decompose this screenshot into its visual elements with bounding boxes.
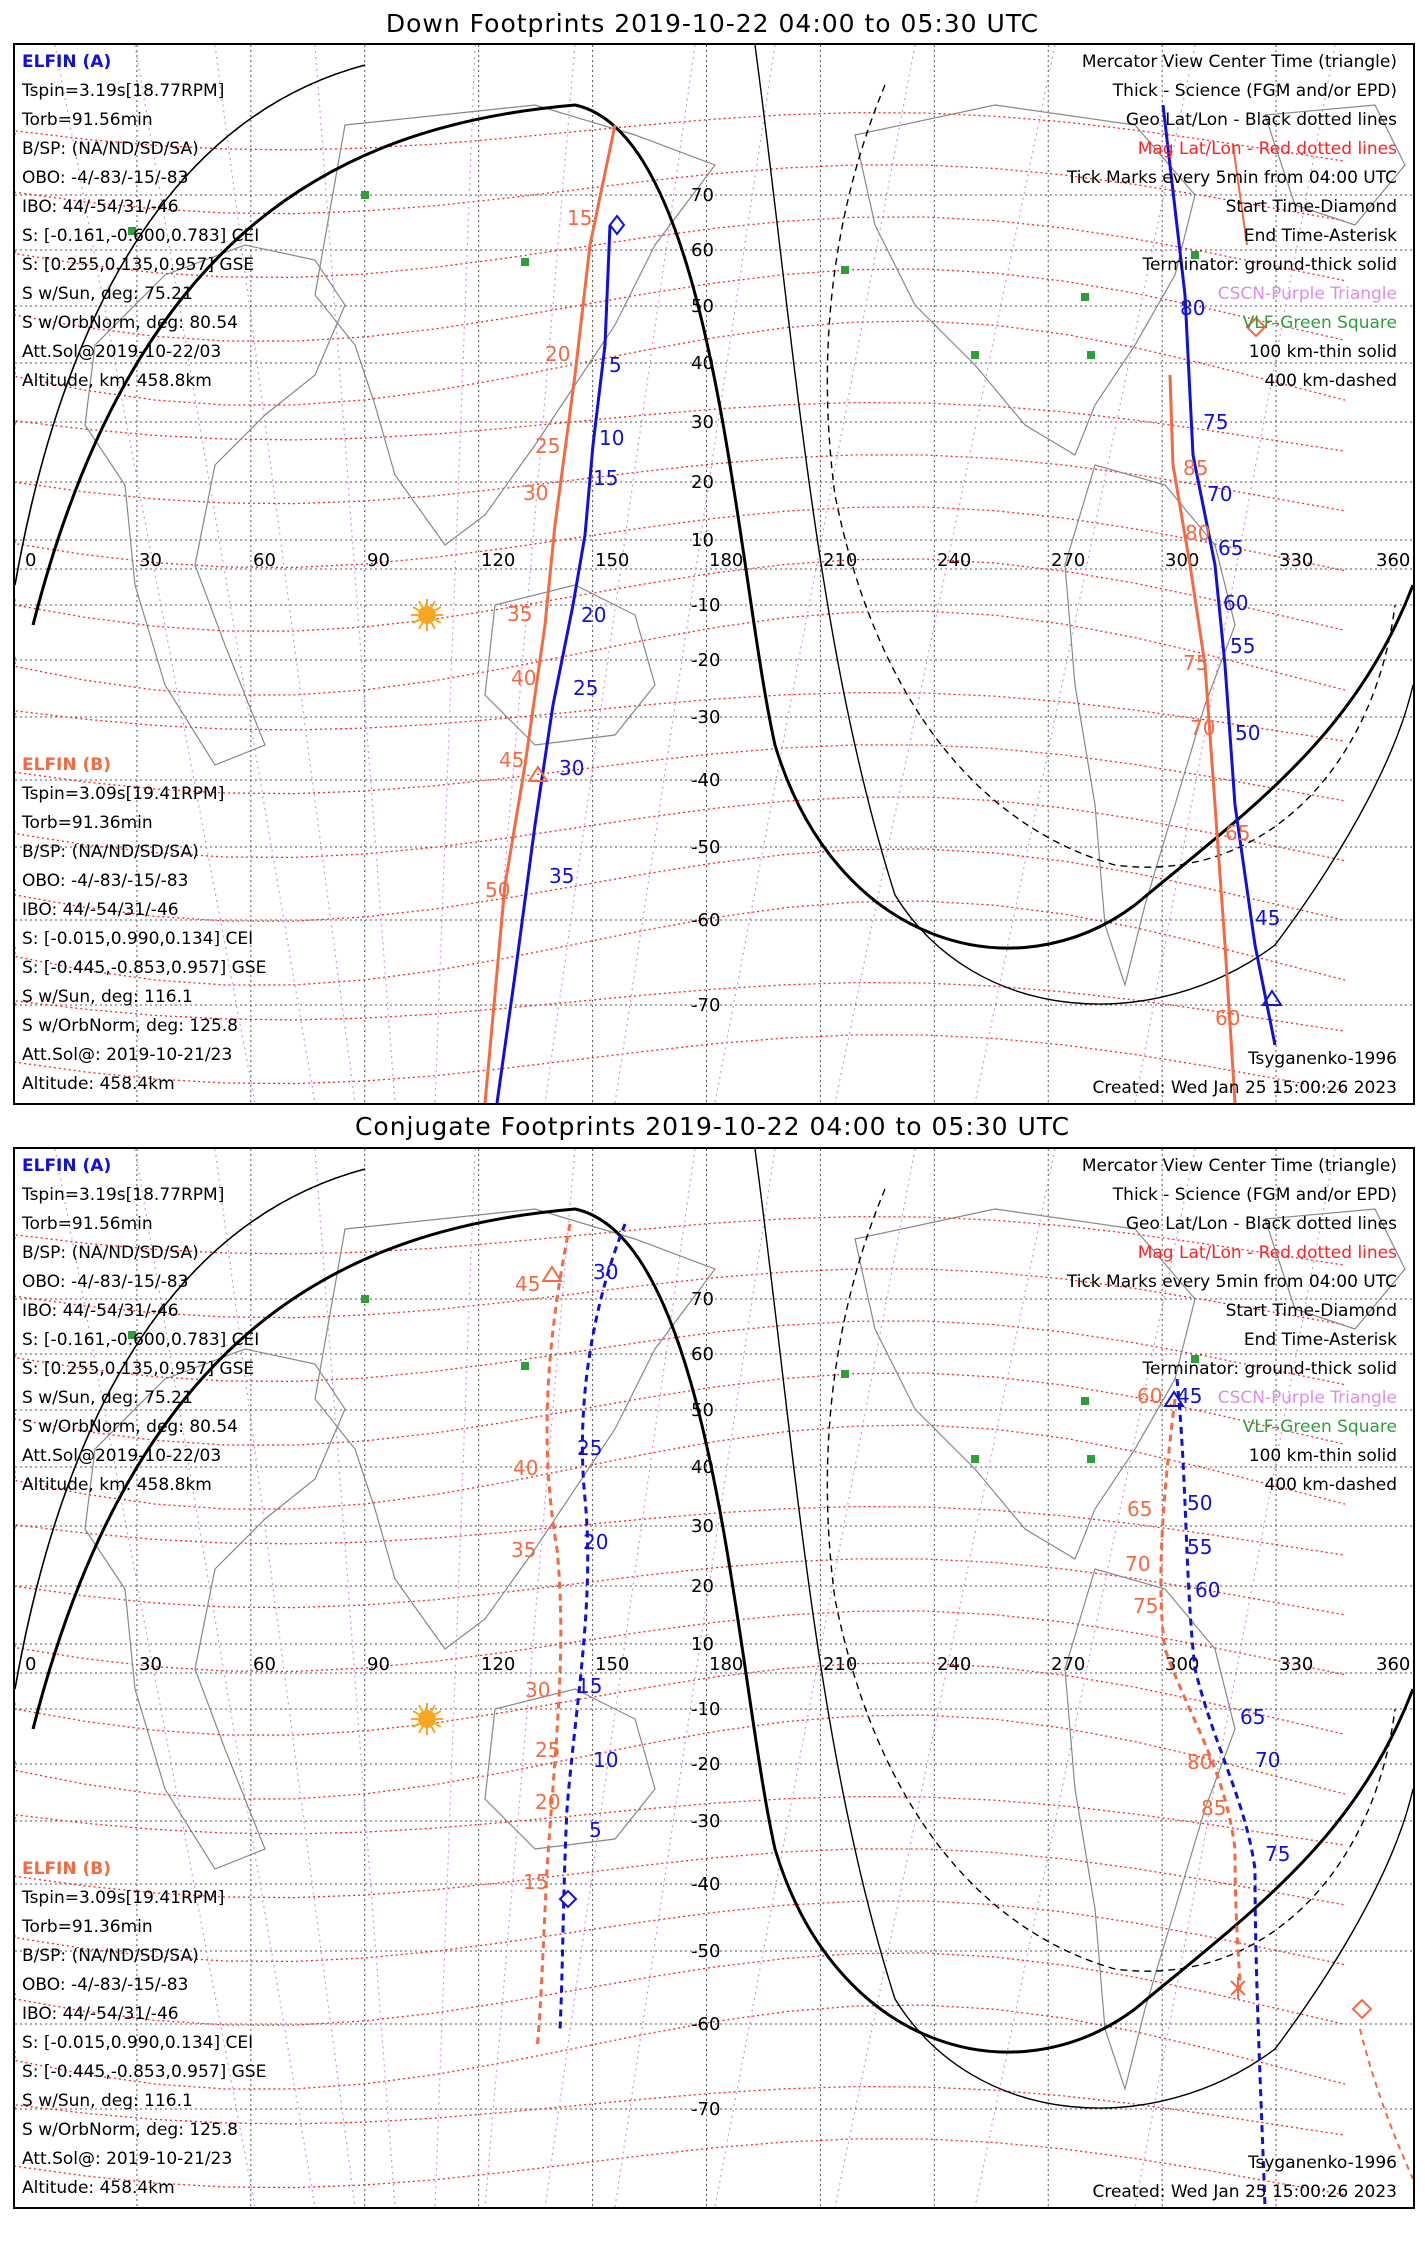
panel-title-down: Down Footprints 2019-10-22 04:00 to 05:30 UTC: [385, 9, 1040, 38]
lon-tick-label: 150: [595, 550, 630, 571]
elfin-a-time-tick: 20: [581, 603, 607, 627]
mag-meridian: [315, 45, 395, 1103]
info-line: Tspin=3.19s[18.77RPM]: [22, 81, 225, 101]
footer: [1092, 2149, 1397, 2207]
legend: [1067, 48, 1397, 396]
info-line: OBO: -4/-83/-15/-83: [22, 168, 189, 188]
end-asterisk: [1231, 1977, 1245, 1999]
elfin-a-time-tick: 50: [1235, 721, 1261, 745]
coastline: [485, 1689, 655, 1849]
elfin-b-time-tick: 45: [515, 1272, 541, 1296]
elfin-a-time-tick: 55: [1230, 634, 1256, 658]
lon-tick-label: 300: [1165, 1654, 1200, 1675]
lat-tick-label: 40: [691, 353, 714, 374]
elfin-a-time-tick: 65: [1218, 536, 1244, 560]
elfin-a-time-tick: 55: [1187, 1535, 1213, 1559]
map-panel-conjugate: [13, 1147, 1415, 2209]
legend-line: Geo Lat/Lon - Black dotted lines: [1125, 1214, 1397, 1234]
lon-tick-label: 0: [25, 1654, 37, 1675]
elfin-b-time-tick: 75: [1183, 651, 1209, 675]
info-line: Tspin=3.09s[19.41RPM]: [22, 1888, 225, 1908]
elfin-b-info: [22, 1855, 266, 2203]
elfin-a-time-tick: 15: [577, 1674, 603, 1698]
elfin-b-info: [22, 751, 266, 1099]
elfin-a-info: [22, 1152, 259, 1500]
lat-tick-label: -40: [691, 770, 721, 791]
lon-tick-label: 0: [25, 550, 37, 571]
elfin-b-time-tick: 65: [1225, 821, 1251, 845]
info-line: S w/OrbNorm, deg: 80.54: [22, 1417, 239, 1437]
elfin-a-time-tick: 30: [593, 1260, 619, 1284]
lat-tick-label: 70: [691, 185, 714, 206]
lat-tick-label: -10: [691, 1699, 721, 1720]
info-line: Tspin=3.09s[19.41RPM]: [22, 784, 225, 804]
legend-line: Mag Lat/Lon - Red dotted lines: [1137, 139, 1397, 159]
legend-line: 100 km-thin solid: [1248, 342, 1397, 362]
elfin-b-time-tick: 85: [1183, 456, 1209, 480]
elfin-b-label: ELFIN (B): [22, 1859, 112, 1879]
elfin-a-time-tick: 10: [593, 1748, 619, 1772]
info-line: S: [0.255,0.135,0.957] GSE: [22, 1359, 255, 1379]
lon-tick-label: 300: [1165, 550, 1200, 571]
info-line: Tspin=3.19s[18.77RPM]: [22, 1185, 225, 1205]
info-line: S: [-0.015,0.990,0.134] CEI: [22, 2033, 254, 2053]
lon-tick-label: 120: [481, 550, 516, 571]
lat-tick-label: 60: [691, 240, 714, 261]
lon-tick-label: 210: [823, 1654, 858, 1675]
legend-line: End Time-Asterisk: [1243, 1330, 1397, 1350]
lat-tick-label: -30: [691, 1811, 721, 1832]
mag-parallel: [15, 559, 1345, 631]
info-line: IBO: 44/-54/31/-46: [22, 900, 179, 920]
lat-tick-label: -60: [691, 910, 721, 931]
elfin-b-time-tick: 15: [523, 1870, 549, 1894]
legend-line: Geo Lat/Lon - Black dotted lines: [1125, 110, 1397, 130]
elfin-a-time-tick: 45: [1255, 906, 1281, 930]
elfin-a-time-tick: 30: [559, 756, 585, 780]
coastline: [1065, 1569, 1235, 2089]
legend-line: VLF-Green Square: [1242, 313, 1397, 333]
lat-tick-label: -40: [691, 1874, 721, 1895]
info-line: Att.Sol@: 2019-10-21/23: [22, 2149, 233, 2169]
lat-tick-label: 50: [691, 296, 714, 317]
elfin-a-time-tick: 15: [593, 466, 619, 490]
mag-parallel: [15, 507, 1345, 571]
lat-tick-label: -70: [691, 995, 721, 1016]
legend-line: Tick Marks every 5min from 04:00 UTC: [1066, 168, 1397, 188]
legend-line: Mercator View Center Time (triangle): [1081, 1156, 1397, 1176]
info-line: B/SP: (NA/ND/SD/SA): [22, 1243, 199, 1263]
elfin-a-time-tick: 60: [1223, 591, 1249, 615]
lon-tick-label: 120: [481, 1654, 516, 1675]
info-line: S w/Sun, deg: 116.1: [22, 987, 193, 1007]
lon-tick-label: 60: [253, 550, 276, 571]
elfin-a-time-tick: 45: [1177, 1384, 1203, 1408]
lat-tick-label: -30: [691, 707, 721, 728]
info-line: OBO: -4/-83/-15/-83: [22, 1975, 189, 1995]
lon-tick-label: 90: [367, 550, 390, 571]
lat-tick-label: -50: [691, 837, 721, 858]
lon-tick-label: 30: [139, 550, 162, 571]
info-line: Altitude: 458.4km: [22, 2178, 175, 2198]
lat-tick-label: 30: [691, 412, 714, 433]
info-line: Torb=91.56min: [22, 110, 153, 130]
legend-line: Terminator: ground-thick solid: [1142, 1359, 1397, 1379]
mag-meridian: [835, 1149, 1055, 2207]
legend-line: VLF-Green Square: [1242, 1417, 1397, 1437]
info-line: S w/OrbNorm, deg: 125.8: [22, 1016, 239, 1036]
lat-tick-label: 50: [691, 1400, 714, 1421]
lon-tick-label: 210: [823, 550, 858, 571]
info-line: S w/Sun, deg: 75.21: [22, 1388, 193, 1408]
lat-tick-label: -10: [691, 595, 721, 616]
mag-parallel: [15, 403, 1345, 452]
lat-tick-label: -60: [691, 2014, 721, 2035]
info-line: S: [-0.015,0.990,0.134] CEI: [22, 929, 254, 949]
info-line: S w/Sun, deg: 116.1: [22, 2091, 193, 2111]
elfin-b-time-tick: 80: [1185, 521, 1211, 545]
mag-meridian: [835, 45, 1055, 1103]
elfin-a-time-tick: 50: [1187, 1491, 1213, 1515]
model-label: Tsyganenko-1996: [1247, 1049, 1397, 1069]
legend-line: Start Time-Diamond: [1225, 197, 1397, 217]
info-line: Att.Sol@: 2019-10-21/23: [22, 1045, 233, 1065]
info-line: Altitude: 458.4km: [22, 1074, 175, 1094]
elfin-a-label: ELFIN (A): [22, 1156, 112, 1176]
elfin-b-time-tick: 35: [507, 602, 533, 626]
lon-tick-label: 360: [1376, 1654, 1411, 1675]
elfin-a-time-tick: 70: [1255, 1748, 1281, 1772]
elfin-a-time-tick: 10: [599, 426, 625, 450]
elfin-b-time-tick: 30: [525, 1678, 551, 1702]
elfin-a-time-tick: 80: [1180, 296, 1206, 320]
info-line: S w/Sun, deg: 75.21: [22, 284, 193, 304]
info-line: OBO: -4/-83/-15/-83: [22, 871, 189, 891]
info-line: B/SP: (NA/ND/SD/SA): [22, 139, 199, 159]
legend-line: Terminator: ground-thick solid: [1142, 255, 1397, 275]
elfin-a-time-tick: 60: [1195, 1578, 1221, 1602]
info-line: S: [0.255,0.135,0.957] GSE: [22, 255, 255, 275]
mag-parallel: [15, 1611, 1345, 1675]
lat-tick-label: 20: [691, 472, 714, 493]
info-line: Att.Sol@2019-10-22/03: [22, 1446, 222, 1466]
legend-line: 100 km-thin solid: [1248, 1446, 1397, 1466]
legend-line: CSCN-Purple Triangle: [1217, 284, 1397, 304]
start-diamond: [610, 216, 624, 234]
elfin-b-time-tick: 20: [545, 342, 571, 366]
elfin-b-time-tick: 40: [511, 666, 537, 690]
lon-tick-label: 180: [709, 550, 744, 571]
elfin-a-label: ELFIN (A): [22, 52, 112, 72]
elfin-b-time-tick: 40: [513, 1456, 539, 1480]
info-line: S: [-0.445,-0.853,0.957] GSE: [22, 2062, 267, 2082]
sun-icon: [411, 1703, 443, 1735]
sun-icon: [411, 599, 443, 631]
center-triangle: [543, 1267, 561, 1281]
elfin-b-time-tick: 25: [535, 434, 561, 458]
elfin-a-time-tick: 75: [1203, 410, 1229, 434]
elfin-b-label: ELFIN (B): [22, 755, 112, 775]
footer: [1092, 1045, 1397, 1103]
mag-parallel: [15, 1663, 1345, 1735]
elfin-b-time-tick: 25: [535, 1738, 561, 1762]
lat-tick-label: -20: [691, 650, 721, 671]
elfin-a-time-tick: 20: [583, 1530, 609, 1554]
mag-meridian: [545, 1149, 695, 2207]
elfin-a-time-tick: 75: [1265, 1842, 1291, 1866]
lat-tick-label: 40: [691, 1457, 714, 1478]
vlf-square: [521, 1362, 529, 1370]
info-line: B/SP: (NA/ND/SD/SA): [22, 842, 199, 862]
mag-meridian: [715, 45, 915, 1103]
legend-line: 400 km-dashed: [1264, 1475, 1397, 1495]
legend-line: Thick - Science (FGM and/or EPD): [1112, 81, 1397, 101]
mag-meridian: [545, 45, 695, 1103]
vlf-square: [971, 1455, 979, 1463]
lat-tick-label: 10: [691, 1634, 714, 1655]
info-line: Torb=91.36min: [22, 813, 153, 833]
info-line: Torb=91.36min: [22, 1917, 153, 1937]
lon-tick-label: 60: [253, 1654, 276, 1675]
elfin-b-time-tick: 60: [1215, 1006, 1241, 1030]
lon-tick-label: 240: [937, 1654, 972, 1675]
info-line: B/SP: (NA/ND/SD/SA): [22, 1946, 199, 1966]
info-line: IBO: 44/-54/31/-46: [22, 1301, 179, 1321]
info-line: OBO: -4/-83/-15/-83: [22, 1272, 189, 1292]
info-line: IBO: 44/-54/31/-46: [22, 197, 179, 217]
lat-tick-label: 10: [691, 530, 714, 551]
legend-line: 400 km-dashed: [1264, 371, 1397, 391]
elfin-a-time-tick: 70: [1207, 482, 1233, 506]
elfin-b-time-tick: 65: [1127, 1497, 1153, 1521]
mag-parallel: [15, 455, 1345, 511]
vlf-square: [971, 351, 979, 359]
info-line: S w/OrbNorm, deg: 125.8: [22, 2120, 239, 2140]
elfin-a-time-tick: 5: [609, 353, 622, 377]
lon-tick-label: 330: [1279, 550, 1314, 571]
elfin-b-time-tick: 50: [485, 878, 511, 902]
mag-meridian: [435, 45, 475, 1103]
created-label: Created: Wed Jan 25 15:00:26 2023: [1092, 1078, 1397, 1098]
elfin-a-time-tick: 35: [549, 864, 575, 888]
legend-line: End Time-Asterisk: [1243, 226, 1397, 246]
elfin-b-time-tick: 70: [1125, 1552, 1151, 1576]
elfin-b-time-tick: 60: [1137, 1384, 1163, 1408]
elfin-b-time-tick: 35: [511, 1538, 537, 1562]
lat-tick-label: -70: [691, 2099, 721, 2120]
elfin-b-time-tick: 30: [523, 481, 549, 505]
legend-line: Thick - Science (FGM and/or EPD): [1112, 1185, 1397, 1205]
lon-tick-label: 150: [595, 1654, 630, 1675]
vlf-square: [841, 266, 849, 274]
legend-line: Tick Marks every 5min from 04:00 UTC: [1066, 1272, 1397, 1292]
panel-title-conjugate: Conjugate Footprints 2019-10-22 04:00 to 05:30 UTC: [354, 1112, 1071, 1141]
map-panel-down: [13, 43, 1415, 1105]
elfin-a-track: [560, 1224, 625, 2029]
info-line: Torb=91.56min: [22, 1214, 153, 1234]
lon-tick-label: 240: [937, 550, 972, 571]
mag-parallel: [15, 1715, 1345, 1799]
legend-line: Mag Lat/Lon - Red dotted lines: [1137, 1243, 1397, 1263]
info-line: S: [-0.161,-0.600,0.783] CEI: [22, 226, 260, 246]
legend-line: Start Time-Diamond: [1225, 1301, 1397, 1321]
lon-tick-label: 180: [709, 1654, 744, 1675]
elfin-a-time-tick: 5: [589, 1818, 602, 1842]
legend-line: CSCN-Purple Triangle: [1217, 1388, 1397, 1408]
info-line: Att.Sol@2019-10-22/03: [22, 342, 222, 362]
lat-tick-label: 70: [691, 1289, 714, 1310]
elfin-a-time-tick: 25: [577, 1436, 603, 1460]
lon-tick-label: 270: [1051, 1654, 1086, 1675]
lat-tick-label: 20: [691, 1576, 714, 1597]
lon-tick-label: 90: [367, 1654, 390, 1675]
mag-parallel: [15, 611, 1345, 695]
mag-meridian: [715, 1149, 915, 2207]
vlf-square: [841, 1370, 849, 1378]
lon-tick-label: 360: [1376, 550, 1411, 571]
elfin-a-info: [22, 48, 259, 396]
lon-tick-label: 270: [1051, 550, 1086, 571]
info-line: Altitude, km: 458.8km: [22, 1475, 212, 1495]
lat-tick-label: -50: [691, 1941, 721, 1962]
model-label: Tsyganenko-1996: [1247, 2153, 1397, 2173]
elfin-a-time-tick: 25: [573, 676, 599, 700]
elfin-b-time-tick: 80: [1187, 1750, 1213, 1774]
info-line: S w/OrbNorm, deg: 80.54: [22, 313, 239, 333]
legend-line: Mercator View Center Time (triangle): [1081, 52, 1397, 72]
info-line: S: [-0.161,-0.600,0.783] CEI: [22, 1330, 260, 1350]
mag-meridian: [435, 1149, 475, 2207]
lat-tick-label: -20: [691, 1754, 721, 1775]
info-line: Altitude, km: 458.8km: [22, 371, 212, 391]
elfin-b-time-tick: 70: [1190, 716, 1216, 740]
start-diamond: [1353, 2000, 1371, 2018]
elfin-b-time-tick: 15: [567, 206, 593, 230]
elfin-b-track: [537, 1224, 570, 2049]
lon-tick-label: 330: [1279, 1654, 1314, 1675]
legend: [1067, 1152, 1397, 1500]
lon-tick-label: 30: [139, 1654, 162, 1675]
mag-meridian: [315, 1149, 395, 2207]
elfin-a-time-tick: 65: [1240, 1705, 1266, 1729]
info-line: IBO: 44/-54/31/-46: [22, 2004, 179, 2024]
elfin-b-time-tick: 20: [535, 1790, 561, 1814]
vlf-square: [521, 258, 529, 266]
info-line: S: [-0.445,-0.853,0.957] GSE: [22, 958, 267, 978]
created-label: Created: Wed Jan 25 15:00:26 2023: [1092, 2182, 1397, 2202]
lat-tick-label: 30: [691, 1516, 714, 1537]
vlf-square: [361, 1295, 369, 1303]
elfin-b-time-tick: 45: [499, 748, 525, 772]
lat-tick-label: 60: [691, 1344, 714, 1365]
elfin-b-time-tick: 75: [1133, 1594, 1159, 1618]
vlf-square: [361, 191, 369, 199]
elfin-b-time-tick: 85: [1201, 1796, 1227, 1820]
